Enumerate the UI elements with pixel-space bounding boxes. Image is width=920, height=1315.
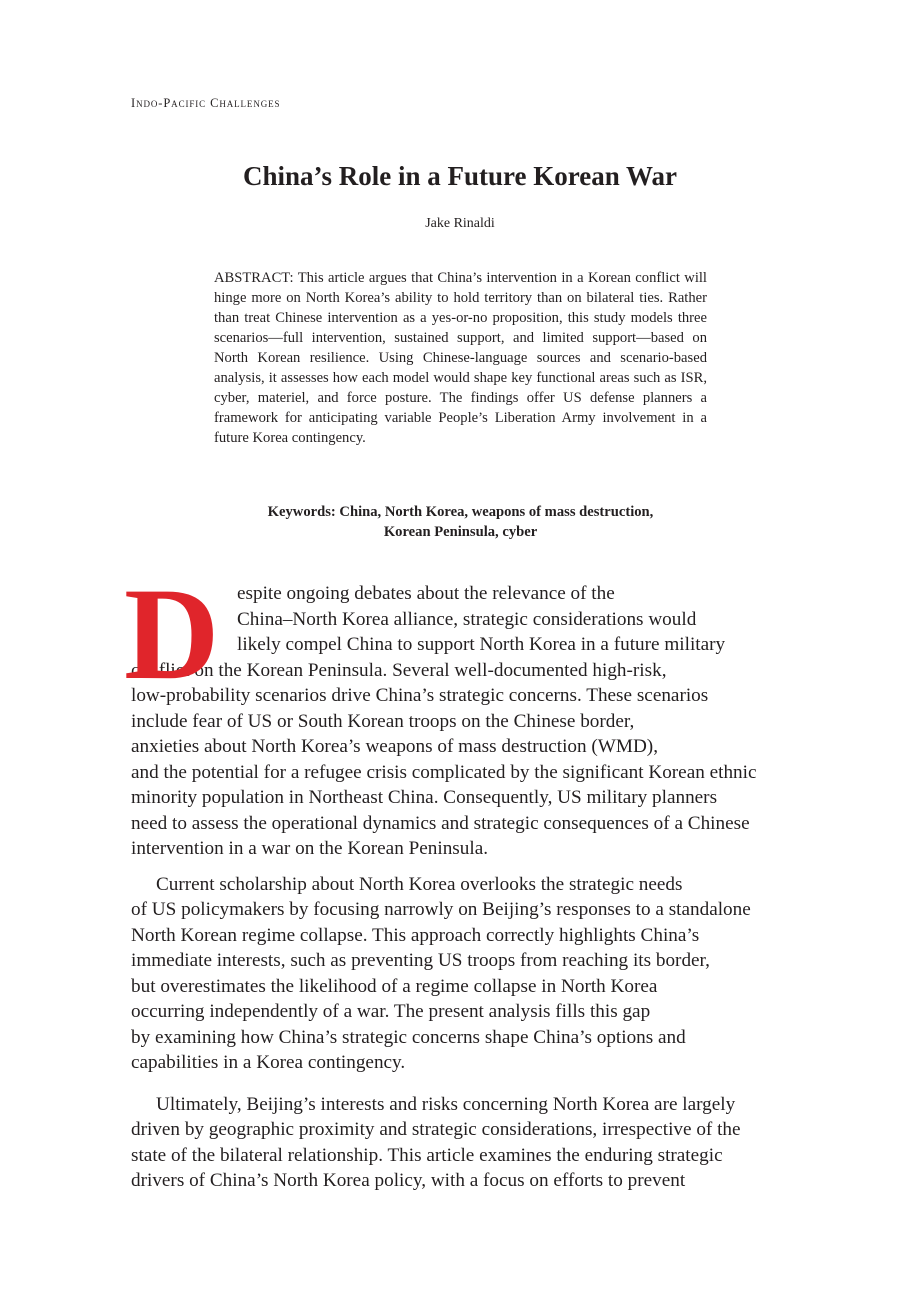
article-title: China’s Role in a Future Korean War (242, 161, 678, 191)
body-line: anxieties about North Korea’s weapons of mass destruction (WMD), (131, 736, 658, 757)
abstract: ABSTRACT: This article argues that China’s intervention in a Korean conflict will hinge more on North Korea’s ability to hold territory than on bilateral ties. Rather than treat Chinese intervention as a yes-or-no proposition, this study models three scenarios—full intervention, sustained support, and limited support—based on North Korean resilience. Using Chinese-language sources and scenario-based analysis, it assesses how each model would shape key functional areas such as ISR, cyber, materiel, and force posture. The findings offer US defense planners a framework for anticipating variable People’s Liberation Army involvement in a future Korea contingency. (214, 270, 707, 446)
keywords-line-1: Keywords: China, North Korea, weapons of mass destruction, (267, 504, 654, 520)
body-line: driven by geographic proximity and strategic considerations, irrespective of the (131, 1119, 741, 1140)
body-line: intervention in a war on the Korean Peninsula. (131, 838, 489, 859)
body-line: espite ongoing debates about the relevance of the (237, 583, 615, 604)
drop-cap: D (124, 560, 220, 707)
body-line: need to assess the operational dynamics and strategic consequences of a Chinese (131, 812, 750, 834)
keywords (214, 502, 707, 542)
body-line: capabilities in a Korea contingency. (131, 1052, 406, 1073)
body-line: conflict on the Korean Peninsula. Several well-documented high-risk, (131, 659, 667, 681)
body-line: state of the bilateral relationship. This article examines the enduring strategic (131, 1144, 723, 1166)
body-line: Current scholarship about North Korea overlooks the strategic needs (156, 873, 683, 895)
body-line: low-probability scenarios drive China’s strategic concerns. These scenarios (131, 685, 709, 706)
paragraph-2 (131, 872, 791, 1076)
article-body (124, 560, 791, 1194)
body-line: drivers of China’s North Korea policy, with a focus on efforts to prevent (131, 1170, 686, 1191)
keywords-line-2: Korean Peninsula, cyber (383, 524, 538, 540)
body-line: immediate interests, such as preventing US troops from reaching its border, (131, 950, 710, 971)
running-head: Indo-Pacific Challenges (131, 96, 281, 110)
body-line: likely compel China to support North Korea in a future military (237, 634, 726, 655)
paragraph-3 (131, 1092, 791, 1194)
body-line: of US policymakers by focusing narrowly on Beijing’s responses to a standalone (131, 899, 751, 920)
body-line: by examining how China’s strategic concerns shape China’s options and (131, 1026, 686, 1048)
body-line: occurring independently of a war. The present analysis fills this gap (131, 1001, 651, 1022)
body-line: and the potential for a refugee crisis complicated by the significant Korean ethnic (131, 761, 757, 783)
body-line: but overestimates the likelihood of a regime collapse in North Korea (131, 975, 658, 997)
body-line: Ultimately, Beijing’s interests and risks concerning North Korea are largely (156, 1093, 736, 1115)
body-line: minority population in Northeast China. Consequently, US military planners (131, 787, 718, 808)
body-line: North Korean regime collapse. This approach correctly highlights China’s (131, 924, 700, 946)
body-line: include fear of US or South Korean troops on the Chinese border, (131, 710, 635, 732)
author-name: Jake Rinaldi (425, 216, 495, 231)
body-line: China–North Korea alliance, strategic considerations would (237, 608, 697, 630)
paragraph-1 (131, 581, 791, 862)
